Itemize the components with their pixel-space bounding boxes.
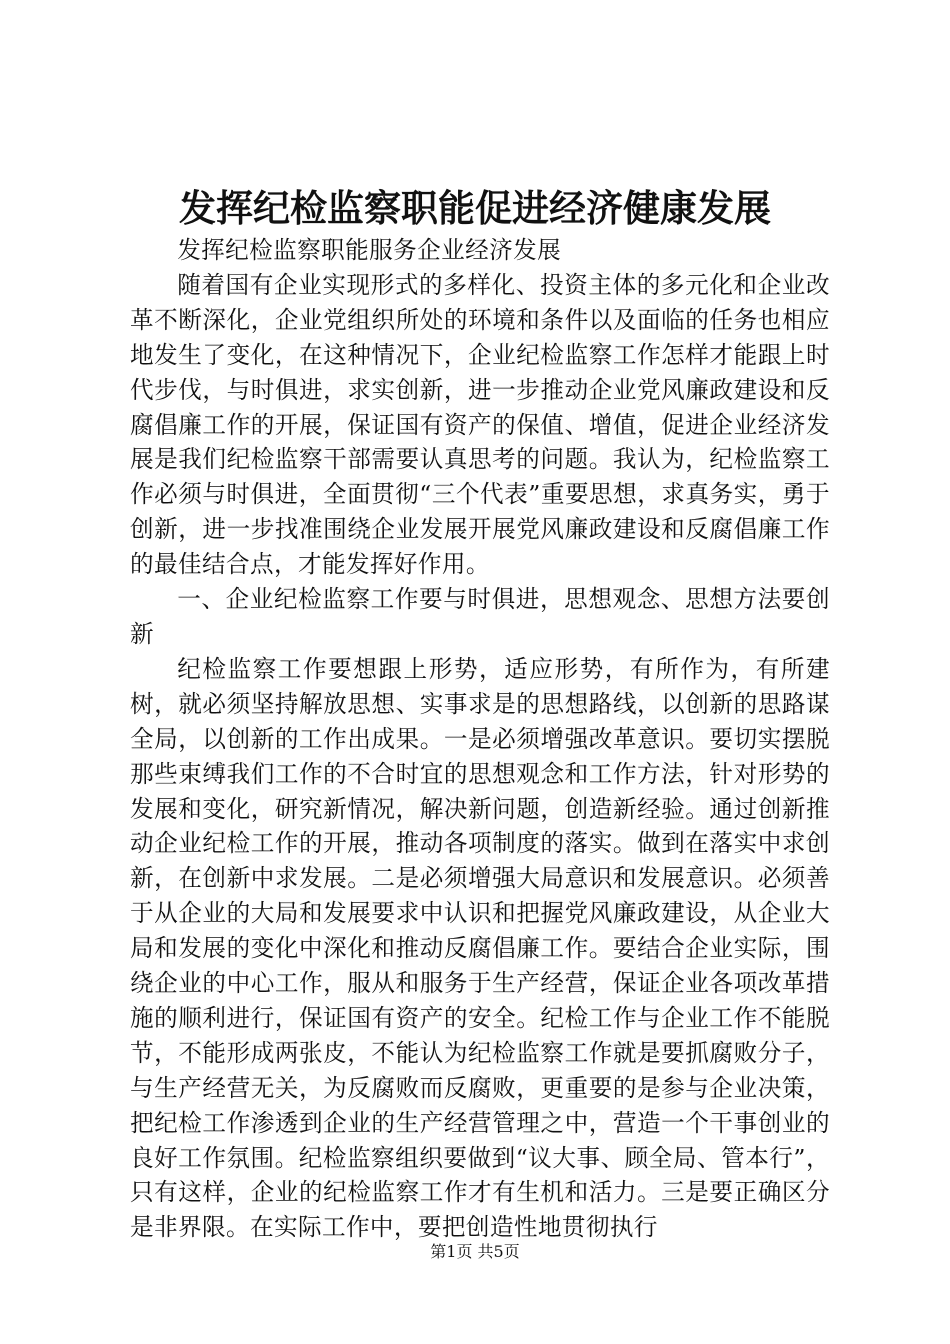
- paragraph-heading-one: 一、企业纪检监察工作要与时俱进，思想观念、思想方法要创新: [130, 585, 830, 648]
- paragraph-intro: 随着国有企业实现形式的多样化、投资主体的多元化和企业改革不断深化，企业党组织所处的环境和条件以及面临的任务也相应地发生了变化，在这种情况下，企业纪检监察工作怎样才能跟上时代步伐，与时俱进，求实创新，进一步推动企业党风廉政建设和反腐倡廉工作的开展，保证国有资产的保值、增值，促进企业经济发展是我们纪检监察干部需要认真思考的问题。我认为，纪检监察工作必须与时俱进，全面贯彻“三个代表”重要思想，求真务实，勇于创新，进一步找准围绕企业发展开展党风廉政建设和反腐倡廉工作的最佳结合点，才能发挥好作用。: [130, 270, 830, 579]
- page-footer: 第1页 共5页: [430, 1242, 520, 1261]
- document-body: [130, 233, 830, 1245]
- paragraph-section-one: 纪检监察工作要想跟上形势，适应形势，有所作为，有所建树，就必须坚持解放思想、实事求是的思想路线，以创新的思路谋全局，以创新的工作出成果。一是必须增强改革意识。要切实摆脱那些束缚我们工作的不合时宜的思想观念和工作方法，针对形势的发展和变化，研究新情况，解决新问题，创造新经验。通过创新推动企业纪检工作的开展，推动各项制度的落实。做到在落实中求创新，在创新中求发展。二是必须增强大局意识和发展意识。必须善于从企业的大局和发展要求中认识和把握党风廉政建设，从企业大局和发展的变化中深化和推动反腐倡廉工作。要结合企业实际，围绕企业的中心工作，服从和服务于生产经营，保证企业各项改革措施的顺利进行，保证国有资产的安全。纪检工作与企业工作不能脱节，不能形成两张皮，不能认为纪检监察工作就是要抓腐败分子，与生产经营无关，为反腐败而反腐败，更重要的是参与企业决策，把纪检工作渗透到企业的生产经营管理之中，营造一个干事创业的良好工作氛围。纪检监察组织要做到“议大事、顾全局、管本行”，只有这样，企业的纪检监察工作才有生机和活力。三是要正确区分是非界限。在实际工作中，要把创造性地贯彻执行: [130, 654, 830, 1242]
- paragraph-subtitle: 发挥纪检监察职能服务企业经济发展: [177, 236, 562, 264]
- document-title: 发挥纪检监察职能促进经济健康发展: [179, 186, 771, 230]
